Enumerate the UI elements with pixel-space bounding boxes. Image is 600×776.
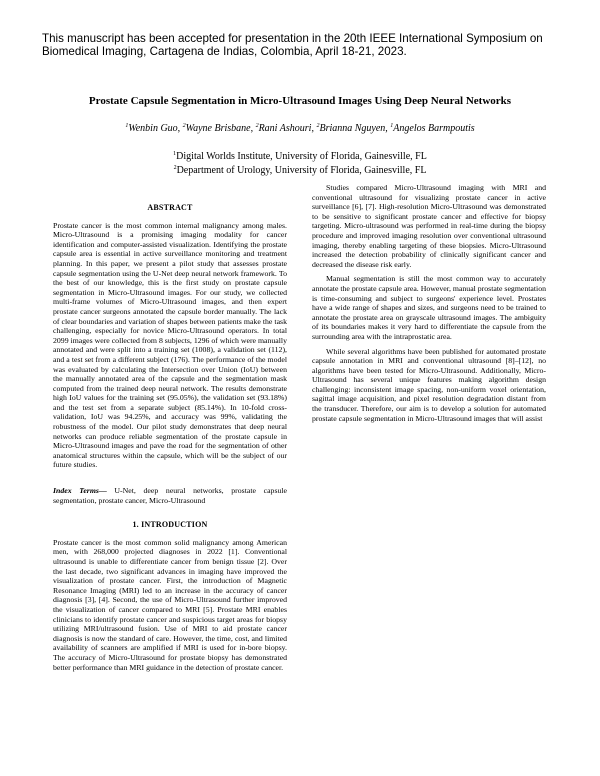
right-column bbox=[312, 178, 546, 423]
left-column bbox=[53, 203, 287, 672]
intro-paragraph-2: Studies compared Micro-Ultrasound imaging with MRI and conventional ultrasound for visualizing prostate cancer in active surveillance [6], [7]. High-resolution Micro-Ultrasound was demonstrated to be sensitive to significant prostate cancer and effective for biopsy targeting. Micro-ultrasound was performed in real-time during the biopsy procedure and improved imaging resolution over conventional ultrasound imaging, thereby enabling targeting of these biopsies. Micro-Ultrasound increased the detection probability of clinically significant cancer and decreased the disease risk early. bbox=[312, 183, 546, 269]
author: $^1$Wenbin Guo, bbox=[125, 123, 183, 134]
abstract-text: Prostate cancer is the most common internal malignancy among males. Micro-Ultrasound is a promising imaging modality for cancer identification and computer-assisted visualization. Identifying the prostate capsule area is essential in active surveillance monitoring and treatment planning. In this paper, we present a pilot study that assesses prostate capsule segmentation using the U-Net deep neural network framework. To the best of our knowledge, this is the first study on prostate capsule segmentation in Micro-Ultrasound images. For our study, we collected multi-frame volumes of Micro-Ultrasound images, and then expert prostate cancer surgeons annotated the capsule border manually. The lack of clear boundaries and variation of shapes between patients make the task challenging, especially for novice Micro-Ultrasound operators. In total 2099 images were collected from 8 subjects, 1296 of which were manually annotated and were split into a training set (1008), a validation set (112), and a test set from a different subject (176). The performance of the model was evaluated by calculating the Intersection over Union (IoU) between the manually annotated area of the capsule and the segmentation mask computed from the trained deep neural network. The results demonstrate high IoU values for the training set (95.05%), the validation set (93.18%) and the test set from a separate subject (85.14%). In 10-fold cross-validation, IoU was 94.25%, and accuracy was 99%, validating the robustness of the model. Our pilot study demonstrates that deep neural networks can produce reliable segmentation of the prostate capsule in Micro-Ultrasound images and pave the road for the segmentation of other anatomical structures within the capsule, which will be the subject of our future studies. bbox=[53, 220, 287, 470]
affiliation: $^2$Department of Urology, University of Florida, Gainesville, FL bbox=[173, 165, 427, 176]
paper-title: Prostate Capsule Segmentation in Micro-Ultrasound Images Using Deep Neural Networks bbox=[88, 95, 512, 107]
affiliation-list bbox=[40, 150, 560, 178]
index-terms-text: U-Net, deep neural networks, prostate capsule segmentation, prostate cancer, Micro-Ultrasound bbox=[53, 486, 288, 505]
intro-paragraph-3: Manual segmentation is still the most common way to accurately annotate the prostate capsule area. However, manual prostate segmentation is time-consuming and subject to surgeons' experience level. Prostates have a wide range of shapes and sizes, and surgeons need to be trained to annotate the prostate area on grayscale ultrasound images. The ambiguity of its boundaries makes it very hard to differentiate the capsule from the surrounding area with the intraprostatic area. bbox=[312, 274, 546, 341]
abstract-heading: ABSTRACT bbox=[147, 203, 193, 212]
introduction-heading: 1. INTRODUCTION bbox=[132, 520, 208, 530]
index-terms-label: Index Terms— bbox=[53, 486, 107, 496]
index-terms bbox=[53, 486, 287, 505]
affiliation: $^1$Digital Worlds Institute, University of Florida, Gainesville, FL bbox=[173, 151, 427, 162]
author: $^1$Angelos Barmpoutis bbox=[390, 123, 475, 134]
author: $^2$Rani Ashouri, bbox=[255, 123, 317, 134]
author: $^2$Wayne Brisbane, bbox=[182, 123, 256, 134]
author-list bbox=[40, 123, 560, 135]
conference-notice: This manuscript has been accepted for presentation in the 20th IEEE International Symposium on Biomedical Imaging, Cartagena de Indias, Colombia, April 18-21, 2023. bbox=[42, 32, 543, 58]
author: $^2$Brianna Nguyen, bbox=[316, 123, 391, 134]
intro-paragraph-1: Prostate cancer is the most common solid malignancy among American men, with 268,000 projected diagnoses in 2022 [1]. Conventional ultrasound is unable to differentiate cancer from benign tissue [2]. Over the last decade, two significant advances in imaging have improved the visualization of prostate cancer. First, the introduction of Magnetic Resonance Imaging (MRI) led to an increase in the accuracy of cancer diagnosis [3], [4]. Second, the use of Micro-Ultrasound further improved the visualization of cancer compared to MRI [5]. Prostate MRI enables clinicians to identify prostate cancer and suspicious target areas for biopsy utilizing MRI/ultrasound fusion. Use of MRI to aid prostate cancer diagnosis is now the standard of care. However, the time, cost, and limited availability of scanners are amplified if MRI is used for in-bore biopsy. The accuracy of Micro-Ultrasound for prostate biopsy has demonstrated better performance than MRI guidance in the detection of prostate cancer. bbox=[53, 537, 287, 672]
intro-paragraph-4: While several algorithms have been published for automated prostate capsule annotation in MRI and conventional ultrasound [8]–[12], no algorithms have been tested for Micro-Ultrasound. Additionally, Micro-Ultrasound has several unique features making algorithm design challenging: inconsistent image spacing, non-uniform voxel orientation, sagittal image acquisition, and pixel resolution degradation distant from the transducer. Therefore, our aim is to develop a solution for automated prostate capsule segmentation in Micro-Ultrasound images that will assist bbox=[312, 346, 546, 423]
